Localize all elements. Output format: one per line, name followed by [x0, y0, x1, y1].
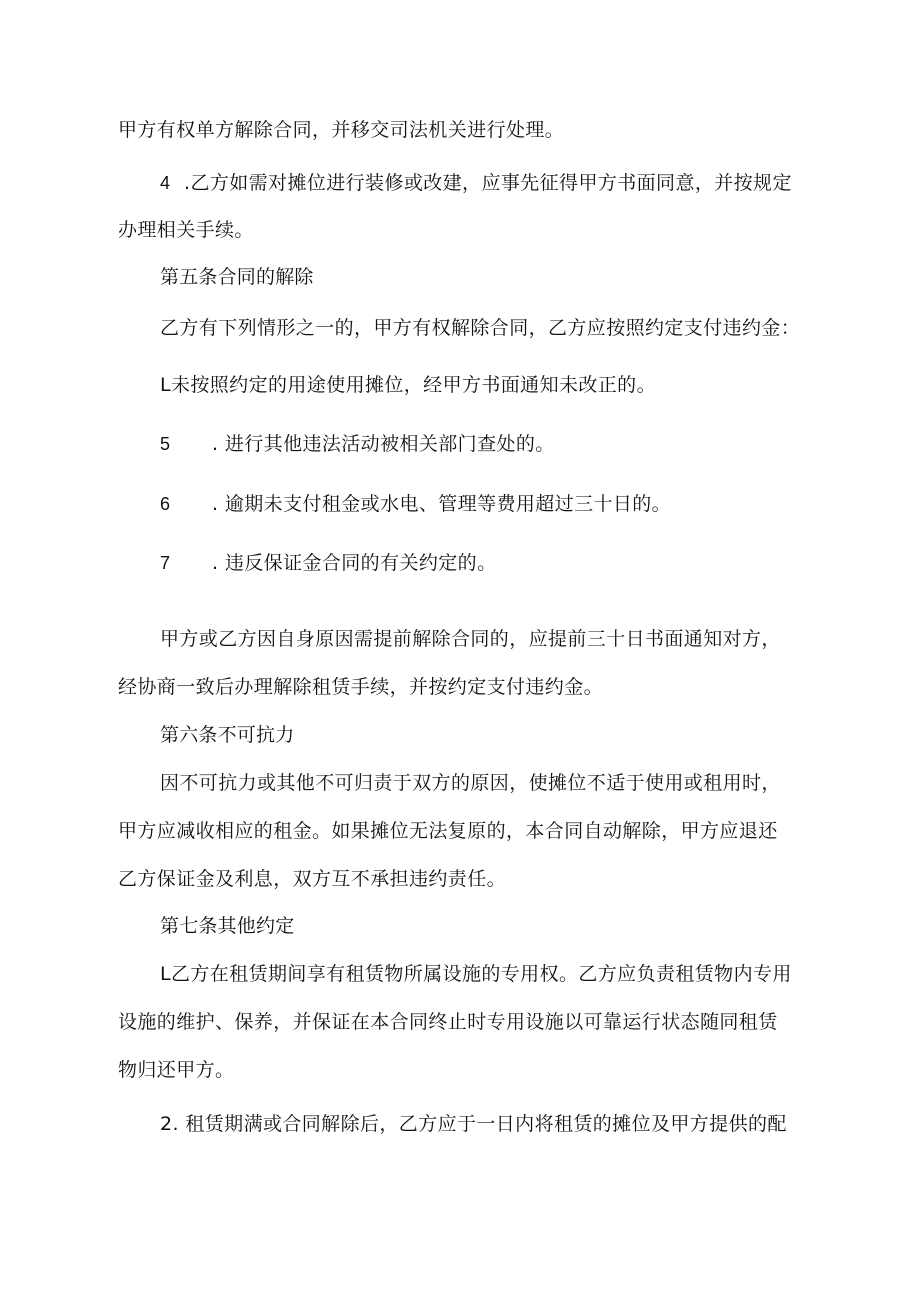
paragraph-line: 乙方有下列情形之一的，甲方有权解除合同，乙方应按照约定支付违约金： [160, 317, 801, 339]
paragraph-line: .乙方如需对摊位进行装修或改建，应事先征得甲方书面同意，并按规定 [184, 172, 792, 194]
paragraph-line: 乙方保证金及利息，双方互不承担违约责任。 [118, 868, 507, 890]
list-item-number: 7 [160, 553, 171, 573]
article-heading: 第六条不可抗力 [160, 724, 295, 746]
paragraph-line: 因不可抗力或其他不可归责于双方的原因，使摊位不适于使用或租用时， [160, 772, 781, 794]
paragraph-line: L乙方在租赁期间享有租赁物所属设施的专用权。乙方应负责租赁物内专用 [160, 963, 792, 985]
paragraph-line: 经协商一致后办理解除租赁手续，并按约定支付违约金。 [118, 676, 604, 698]
clause-number: 4 [160, 173, 171, 193]
list-item: . 逾期未支付租金或水电、管理等费用超过三十日的。 [212, 493, 672, 515]
paragraph-line: 甲方或乙方因自身原因需提前解除合同的，应提前三十日书面通知对方， [160, 628, 781, 650]
list-item: . 进行其他违法活动被相关部门查处的。 [212, 433, 555, 455]
list-item: . 违反保证金合同的有关约定的。 [212, 552, 497, 574]
paragraph-line: 甲方应减收相应的租金。如果摊位无法复原的，本合同自动解除，甲方应退还 [118, 820, 778, 842]
list-item-number: 6 [160, 494, 171, 514]
paragraph-line: 办理相关手续。 [118, 219, 254, 241]
article-heading: 第五条合同的解除 [160, 266, 314, 288]
paragraph-line: 物归还甲方。 [118, 1059, 235, 1081]
paragraph-line: 甲方有权单方解除合同，并移交司法机关进行处理。 [118, 119, 565, 141]
article-heading: 第七条其他约定 [160, 915, 295, 937]
list-item-number: 5 [160, 434, 171, 454]
paragraph-line: 设施的维护、保养，并保证在本合同终止时专用设施以可靠运行状态随同租赁 [118, 1011, 778, 1033]
list-item: L未按照约定的用途使用摊位，经甲方书面通知未改正的。 [160, 374, 656, 396]
paragraph-line: 2. 租赁期满或合同解除后，乙方应于一日内将租赁的摊位及甲方提供的配 [160, 1113, 787, 1135]
